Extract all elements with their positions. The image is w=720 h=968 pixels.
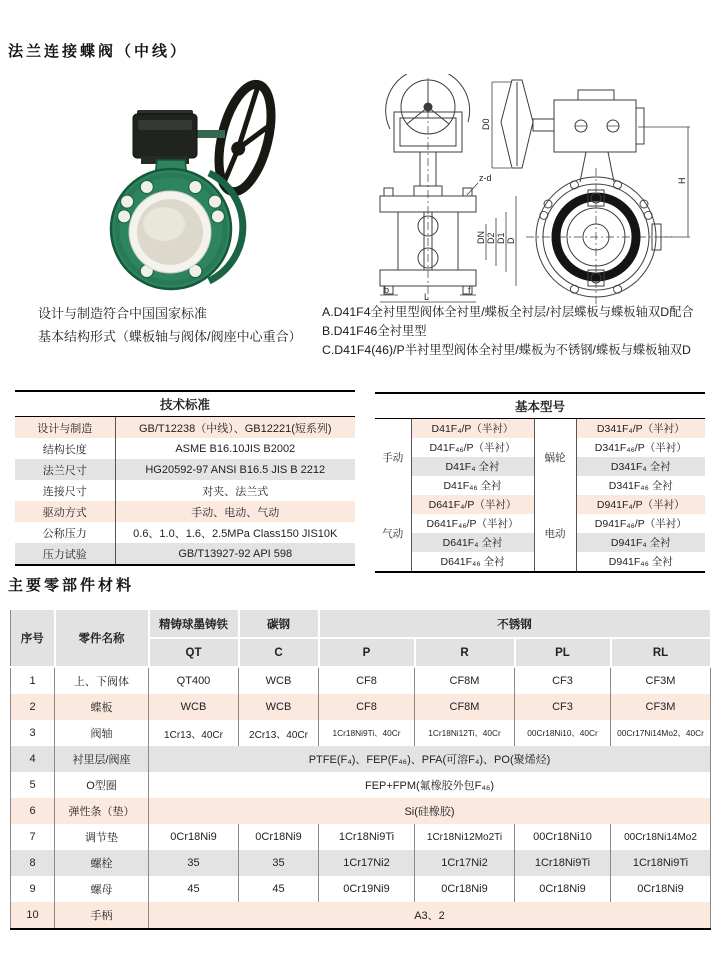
tech-row-label: 设计与制造: [15, 417, 115, 439]
part-name: 蝶板: [55, 694, 149, 720]
drive-label: 气动: [375, 495, 411, 572]
part-no: 5: [29, 779, 36, 791]
part-material: QT400: [149, 667, 239, 694]
model-cell: D341F₄₆/P（半衬）: [594, 442, 687, 454]
part-material: CF3: [515, 694, 611, 720]
handwheel-side: [501, 80, 554, 168]
part-material: CF8M: [415, 667, 515, 694]
part-name: 调节垫: [55, 824, 149, 850]
tech-row-value: HG20592-97 ANSI B16.5 JIS B 2212: [115, 459, 355, 480]
part-material: 0Cr18Ni9: [515, 876, 611, 902]
part-material: Si(硅橡胶): [149, 798, 711, 824]
part-material: CF3: [515, 667, 611, 694]
part-name: 手柄: [55, 902, 149, 929]
dim-label-zd: z-d: [479, 173, 492, 183]
parts-material-table: [10, 608, 712, 930]
col-header: R: [415, 638, 515, 667]
model-cell: D641F₄₆/P（半衬）: [426, 518, 519, 530]
part-material: A3、2: [149, 902, 711, 929]
handwheel-outline: [386, 74, 470, 134]
part-name: 上、下阀体: [55, 667, 149, 694]
col-header: PL: [515, 638, 611, 667]
part-material: 1Cr18Ni9Ti: [319, 824, 415, 850]
col-header: P: [319, 638, 415, 667]
tech-row-value: ASME B16.10JIS B2002: [175, 442, 296, 455]
dim-label-d2: D2: [486, 232, 496, 244]
gearbox: [133, 110, 197, 164]
part-no: 8: [11, 850, 55, 876]
col-header: 碳钢: [239, 609, 319, 638]
part-name: 螺栓: [55, 850, 149, 876]
col-header: 零件名称: [55, 609, 149, 667]
tech-row-label: 公称压力: [15, 522, 115, 543]
dim-label-d: D: [506, 237, 516, 244]
tech-row-value: 手动、电动、气动: [115, 501, 355, 522]
gearbox-side: [554, 90, 644, 152]
part-name: 螺母: [55, 876, 149, 902]
part-material: WCB: [239, 694, 319, 720]
model-cell: D341F₄ 全衬: [576, 457, 705, 476]
part-no: 4: [11, 746, 55, 772]
dim-label-b: b: [384, 285, 390, 295]
section-title: 主要零部件材料: [8, 577, 135, 594]
part-material: 45: [149, 876, 239, 902]
gear-label: 电动: [534, 495, 576, 572]
tech-row-label: 压力试验: [15, 543, 115, 565]
part-material: 1Cr18Ni12Ti、40Cr: [415, 720, 515, 746]
part-no: 10: [11, 902, 55, 929]
part-material: CF8: [319, 694, 415, 720]
type-notes: [322, 303, 694, 360]
part-name: 衬里层/阀座: [55, 746, 149, 772]
flange-disc: [111, 169, 243, 289]
part-material: 1Cr18Ni9Ti: [611, 850, 711, 876]
part-material: PTFE(F₄)、FEP(F₄₆)、PFA(可溶F₄)、PO(聚烯烃): [149, 746, 711, 772]
part-material: 0Cr18Ni9: [611, 876, 711, 902]
part-material: FEP+FPM(氟橡胶外包F₄₆): [149, 772, 711, 798]
model-cell: D41F₄₆ 全衬: [443, 480, 502, 492]
part-material: 1Cr18Ni9Ti、40Cr: [319, 720, 415, 746]
note-line: C.D41F4(46)/P半衬里型阀体全衬里/蝶板为不锈钢/蝶板与蝶板轴双D: [322, 343, 691, 357]
liner-highlight: [143, 207, 185, 241]
page-title: 法兰连接蝶阀（中线）: [8, 43, 189, 60]
model-cell: D41F₄/P（半衬）: [411, 419, 534, 439]
col-header: 精铸球墨铸铁: [149, 609, 239, 638]
model-cell: D941F₄/P（半衬）: [576, 495, 705, 514]
part-material: WCB: [149, 694, 239, 720]
col-header: C: [239, 638, 319, 667]
col-header: 序号: [11, 609, 55, 667]
col-header: 不锈钢: [319, 609, 711, 638]
col-header: QT: [149, 638, 239, 667]
note-line: 设计与制造符合中国国家标准: [38, 306, 208, 321]
part-material: 00Cr18Ni14Mo2: [611, 824, 711, 850]
part-material: 1Cr18Ni12Mo2Ti: [415, 824, 515, 850]
part-material: 1Cr17Ni2: [415, 850, 515, 876]
model-cell: D641F₄₆ 全衬: [440, 556, 505, 568]
part-no: 3: [29, 727, 36, 739]
part-material: 0Cr18Ni9: [239, 824, 319, 850]
tech-row-label: 法兰尺寸: [15, 459, 115, 480]
tech-row-value: 0.6、1.0、1.6、2.5MPa Class150 JIS10K: [133, 527, 338, 540]
part-material: 00Cr18Ni10: [515, 824, 611, 850]
part-material: 1Cr13、40Cr: [149, 720, 239, 746]
note-line: A.D41F4全衬里型阀体全衬里/蝶板全衬层/衬层蝶板与蝶板轴双D配合: [322, 305, 694, 319]
part-material: 1Cr17Ni2: [319, 850, 415, 876]
model-cell: D641F₄/P（半衬）: [411, 495, 534, 514]
tech-row-value: 对夹、法兰式: [202, 485, 269, 498]
part-material: 2Cr13、40Cr: [239, 720, 319, 746]
part-no: 6: [11, 798, 55, 824]
model-cell: D941F₄₆/P（半衬）: [594, 518, 687, 530]
dim-label-h: H: [677, 177, 687, 184]
table-title: 基本型号: [375, 393, 705, 419]
valve-photo: [105, 70, 305, 305]
part-material: 0Cr18Ni9: [149, 824, 239, 850]
model-cell: D641F₄ 全衬: [411, 533, 534, 552]
wheel-shaft: [195, 130, 225, 138]
basic-models-table: [375, 392, 705, 573]
part-material: 0Cr18Ni9: [415, 876, 515, 902]
model-cell: D341F₄₆ 全衬: [608, 480, 673, 492]
dim-label-d1: D1: [496, 232, 506, 244]
part-material: CF8M: [415, 694, 515, 720]
part-material: CF8: [319, 667, 415, 694]
part-material: 35: [239, 850, 319, 876]
part-material: 0Cr19Ni9: [319, 876, 415, 902]
part-no: 1: [29, 675, 36, 687]
note-line: B.D41F46全衬里型: [322, 324, 427, 338]
design-notes: [38, 302, 302, 348]
side-view-drawing: [478, 72, 713, 307]
model-cell: D941F₄ 全衬: [576, 533, 705, 552]
model-cell: D941F₄₆ 全衬: [608, 556, 673, 568]
tech-row-value: GB/T13927-92 API 598: [115, 543, 355, 565]
part-material: 1Cr18Ni9Ti: [515, 850, 611, 876]
dim-label-l: L: [424, 292, 430, 302]
part-material: 00Cr18Ni10、40Cr: [515, 720, 611, 746]
tech-row-label: 驱动方式: [15, 501, 115, 522]
model-cell: D41F₄ 全衬: [411, 457, 534, 476]
part-name: 阀轴: [55, 720, 149, 746]
dim-label-d0: D0: [481, 118, 491, 130]
part-no: 9: [29, 883, 36, 895]
part-no: 7: [29, 831, 36, 843]
part-name: 弹性条（垫）: [55, 798, 149, 824]
drive-label: 手动: [375, 419, 411, 496]
tech-row-value: GB/T12238（中线）、GB12221(短系列): [115, 417, 355, 439]
model-cell: D341F₄/P（半衬）: [576, 419, 705, 439]
part-material: 45: [239, 876, 319, 902]
part-name: O型圈: [55, 772, 149, 798]
model-cell: D41F₄₆/P（半衬）: [429, 442, 516, 454]
tech-row-label: 结构长度: [15, 438, 115, 459]
tech-row-label: 连接尺寸: [15, 480, 115, 501]
col-header: RL: [611, 638, 711, 667]
part-material: CF3M: [611, 694, 711, 720]
dim-label-dn: DN: [476, 231, 486, 244]
tech-standards-table: [15, 390, 355, 566]
dim-label-f: f: [468, 285, 471, 295]
part-material: 35: [149, 850, 239, 876]
note-line: 基本结构形式（蝶板轴与阀体/阀座中心重合）: [38, 329, 302, 344]
table-title: 技术标准: [15, 391, 355, 417]
part-material: 00Cr17Ni14Mo2、40Cr: [611, 720, 711, 746]
part-material: WCB: [239, 667, 319, 694]
gear-label: 蜗轮: [534, 419, 576, 496]
part-material: CF3M: [611, 667, 711, 694]
part-no: 2: [11, 694, 55, 720]
